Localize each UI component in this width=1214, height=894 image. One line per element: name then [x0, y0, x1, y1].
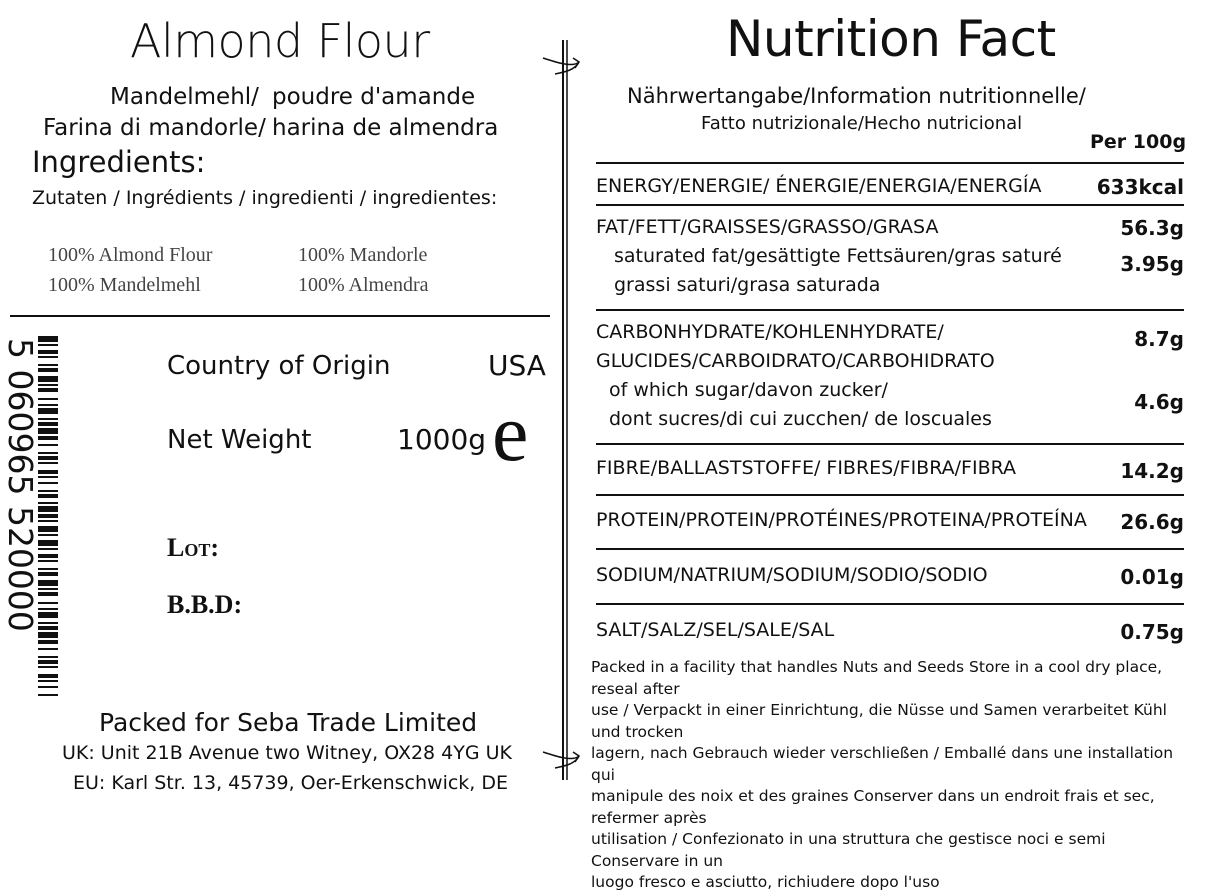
barcode-bar	[38, 660, 58, 664]
barcode-bar	[38, 632, 58, 638]
barcode-bar	[38, 674, 58, 678]
barcode-bar	[38, 526, 58, 532]
per-100g: Per 100g	[1090, 131, 1187, 153]
barcode-bar	[38, 408, 58, 414]
origin-label: Country of Origin	[167, 351, 391, 381]
carbohydrate-label: CARBONHYDRATE/KOHLENHYDRATE/	[596, 321, 944, 343]
sugar-label-2: dont sucres/di cui zucchen/ de loscuales	[609, 408, 992, 430]
barcode-bar	[38, 456, 58, 460]
row-divider	[596, 204, 1184, 206]
row-divider	[596, 603, 1184, 605]
subtitle-french: poudre d'amande	[272, 84, 476, 110]
barcode-bar	[38, 506, 58, 512]
nutrition-subtitle-2: Fatto nutrizionale/Hecho nutricional	[701, 113, 1023, 134]
note-line: use / Verpackt in einer Einrichtung, die Nüsse und Samen verarbeitet Kühl und trocken	[591, 701, 1167, 741]
barcode	[38, 336, 58, 696]
ingredient-item: 100% Almendra	[298, 274, 429, 296]
barcode-bar	[38, 686, 58, 688]
sodium-value: 0.01g	[1120, 565, 1184, 589]
barcode-bar	[38, 602, 58, 604]
fat-value: 56.3g	[1120, 216, 1184, 240]
barcode-bar	[38, 612, 58, 618]
ingredients-subheading: Zutaten / Ingrédients / ingredienti / ingredientes:	[32, 187, 498, 209]
barcode-number: 5 060965 520000	[1, 338, 40, 632]
barcode-bar	[38, 640, 58, 644]
origin-value: USA	[488, 349, 546, 382]
sugar-label: of which sugar/davon zucker/	[609, 379, 888, 401]
salt-label: SALT/SALZ/SEL/SALE/SAL	[596, 619, 835, 641]
barcode-bars	[38, 336, 58, 696]
nutrition-title: Nutrition Fact	[726, 10, 1056, 68]
energy-value: 633kcal	[1096, 175, 1184, 199]
barcode-bar	[38, 350, 58, 354]
note-line: manipule des noix et des graines Conserver dans un endroit frais et sec, refermer après	[591, 787, 1155, 827]
energy-label: ENERGY/ENERGIE/ ÉNERGIE/ENERGIA/ENERGÍA	[596, 175, 1042, 197]
note-line: utilisation / Confezionato in una struttura che gestisce noci e semi Conservare in un	[591, 830, 1106, 870]
barcode-bar	[38, 560, 58, 562]
barcode-bar	[38, 580, 58, 586]
saturated-fat-value: 3.95g	[1120, 252, 1184, 276]
subtitle-spanish: harina de almendra	[272, 115, 499, 141]
note-line: luogo fresco e asciutto, richiudere dopo l'uso	[591, 873, 940, 891]
packed-for: Packed for Seba Trade Limited	[99, 708, 478, 737]
barcode-bar	[38, 376, 58, 382]
barcode-bar	[38, 494, 58, 498]
row-divider	[596, 443, 1184, 445]
barcode-bar	[38, 656, 58, 658]
carbohydrate-value: 8.7g	[1134, 327, 1184, 351]
estimated-sign: e	[492, 387, 529, 478]
barcode-bar	[38, 548, 58, 550]
row-divider	[596, 309, 1184, 311]
barcode-bar	[38, 648, 58, 650]
subtitle-italian: Farina di mandorle/	[43, 115, 266, 141]
barcode-bar	[38, 554, 58, 558]
eu-address: EU: Karl Str. 13, 45739, Oer-Erkenschwick, DE	[73, 772, 509, 794]
barcode-bar	[38, 418, 58, 420]
net-weight-label: Net Weight	[167, 425, 312, 455]
ingredient-item: 100% Mandelmehl	[48, 274, 201, 296]
fibre-label: FIBRE/BALLASTSTOFFE/ FIBRES/FIBRA/FIBRA	[596, 457, 1017, 479]
row-divider	[596, 548, 1184, 550]
subtitle-german: Mandelmehl/	[110, 84, 259, 110]
barcode-bar	[38, 666, 58, 668]
product-title: Almond Flour	[130, 14, 430, 68]
note-line: lagern, nach Gebrauch wieder verschließen / Emballé dans une installation qui	[591, 744, 1174, 784]
protein-value: 26.6g	[1120, 510, 1184, 534]
barcode-bar	[38, 626, 58, 630]
lot-label: Lot:	[167, 533, 220, 562]
fat-label: FAT/FETT/GRAISSES/GRASSO/GRASA	[596, 216, 939, 238]
net-weight-value: 1000g	[397, 423, 487, 456]
salt-value: 0.75g	[1120, 620, 1184, 644]
barcode-bar	[38, 520, 58, 522]
bbd-label: B.B.D:	[167, 590, 243, 619]
note-line: Packed in a facility that handles Nuts and Seeds Store in a cool dry place, reseal after	[591, 658, 1163, 698]
nutrition-subtitle-1: Nährwertangabe/Information nutritionnelle/	[627, 84, 1086, 108]
barcode-bar	[38, 534, 58, 536]
barcode-bar	[38, 364, 58, 366]
barcode-bar	[38, 572, 58, 576]
barcode-bar	[38, 398, 58, 400]
ingredient-item: 100% Mandorle	[298, 244, 428, 266]
barcode-bar	[38, 388, 58, 392]
barcode-bar	[38, 502, 58, 504]
barcode-bar	[38, 436, 58, 440]
storage-note	[591, 657, 1191, 894]
barcode-bar	[38, 622, 58, 624]
barcode-bar	[38, 462, 58, 464]
barcode-bar	[38, 444, 58, 446]
barcode-bar	[38, 568, 58, 570]
barcode-bar	[38, 514, 58, 518]
barcode-bar	[38, 384, 58, 386]
barcode-bar	[38, 540, 58, 546]
barcode-bar	[38, 428, 58, 434]
sodium-label: SODIUM/NATRIUM/SODIUM/SODIO/SODIO	[596, 564, 988, 586]
barcode-bar	[38, 422, 58, 426]
barcode-bar	[38, 608, 58, 610]
saturated-fat-label-2: grassi saturi/grasa saturada	[614, 274, 881, 296]
barcode-bar	[38, 482, 58, 484]
barcode-bar	[38, 368, 58, 372]
carbohydrate-label-2: GLUCIDES/CARBOIDRATO/CARBOHIDRATO	[596, 350, 995, 372]
ingredients-heading: Ingredients:	[32, 145, 206, 179]
center-divider	[535, 40, 585, 780]
barcode-bar	[38, 470, 58, 474]
saturated-fat-label: saturated fat/gesättigte Fettsäuren/gras saturé	[614, 245, 1062, 267]
barcode-bar	[38, 356, 58, 358]
barcode-bar	[38, 588, 58, 590]
barcode-bar	[38, 476, 58, 478]
fibre-value: 14.2g	[1120, 459, 1184, 483]
divider	[10, 315, 550, 317]
barcode-bar	[38, 592, 58, 596]
row-divider	[596, 494, 1184, 496]
protein-label: PROTEIN/PROTEIN/PROTÉINES/PROTEINA/PROTEÍNA	[596, 509, 1087, 531]
barcode-bar	[38, 452, 58, 454]
uk-address: UK: Unit 21B Avenue two Witney, OX28 4YG UK	[62, 742, 513, 764]
row-divider	[596, 162, 1184, 164]
sugar-value: 4.6g	[1134, 390, 1184, 414]
ingredient-item: 100% Almond Flour	[48, 244, 213, 266]
barcode-bar	[38, 344, 58, 346]
barcode-bar	[38, 336, 58, 342]
barcode-bar	[38, 694, 58, 696]
barcode-bar	[38, 404, 58, 406]
barcode-bar	[38, 490, 58, 492]
barcode-bar	[38, 680, 58, 682]
